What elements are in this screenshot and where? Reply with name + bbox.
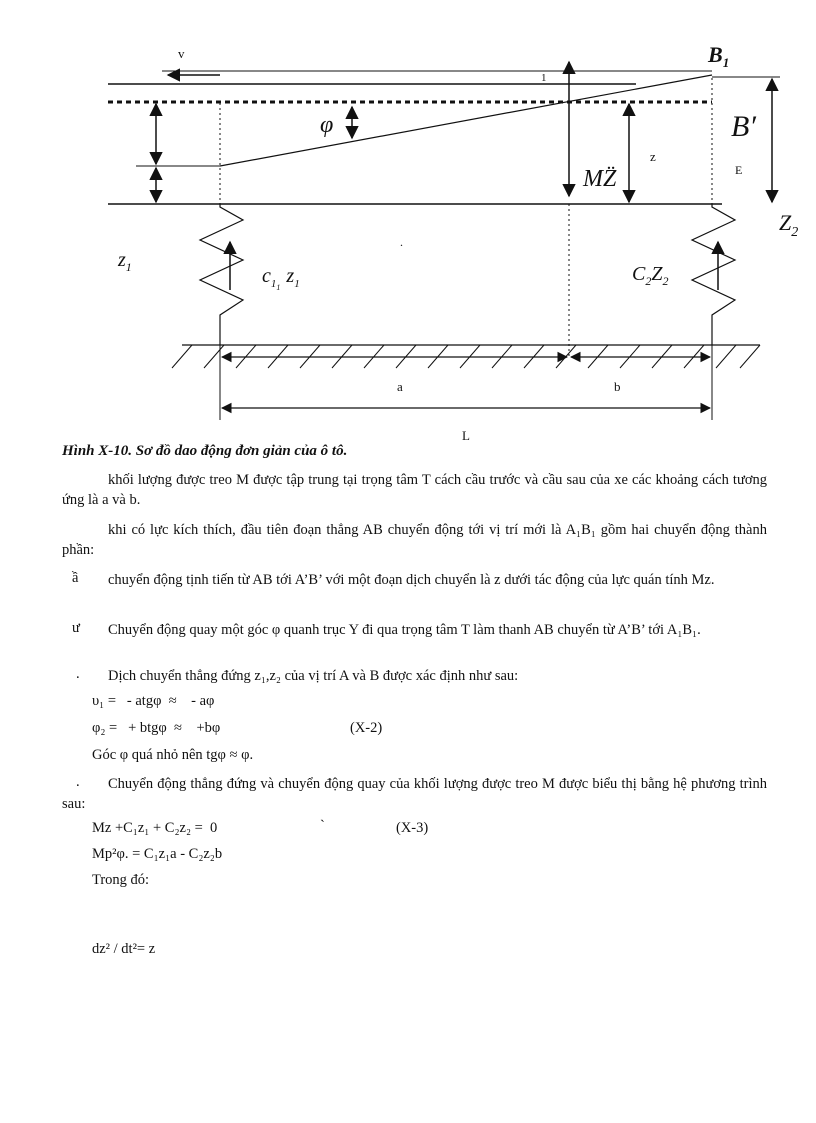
equation-2: φ₂ = + btgφ ≈ +bφ (92, 720, 221, 736)
label-b-prime: B′ (731, 110, 756, 143)
equation-4: Mp²φ. = C₁z₁a - C₂z₂b (92, 846, 223, 862)
label-phi: φ (320, 112, 334, 138)
equation-3-tick: ` (320, 818, 325, 834)
paragraph-4: Chuyển động quay một góc φ quanh trục Y đi qua trọng tâm T làm thanh AB chuyển từ A’B’ tới A₁B₁. (108, 622, 701, 638)
label-l: L (462, 428, 470, 440)
figure-caption: Hình X-10. Sơ đồ dao động đơn giản của ô tô. (62, 443, 348, 459)
paragraph-2: khi có lực kích thích, đầu tiên đoạn thẳng AB chuyển động tới vị trí mới là A₁B₁ gồm hai chuyển động thành phần: (62, 522, 767, 558)
bullet-marker-2: ư (72, 620, 80, 636)
paragraph-6: Góc φ quá nhỏ nên tgφ ≈ φ. (92, 747, 254, 763)
left-spring (200, 204, 243, 345)
equation-3-number: (X-3) (396, 820, 429, 836)
bullet-marker-4: . (76, 774, 80, 790)
paragraph-5: Dịch chuyển thẳng đứng z₁,z₂ của vị trí A và B được xác định như sau: (108, 668, 519, 684)
label-e: E (735, 163, 743, 177)
label-z1-left: $z_1$ (118, 249, 132, 274)
equation-5: dz² / dt²= z (92, 941, 156, 957)
label-c2z2: $C_2Z_2$ (632, 263, 669, 288)
right-spring (692, 204, 735, 345)
paragraph-3: chuyển động tịnh tiến từ AB tới A’B’ với một đoạn dịch chuyển là z dưới tác động của lực quán tính Mz. (108, 572, 715, 588)
label-b1: $B_1$ (708, 42, 730, 70)
equation-2-number: (X-2) (350, 720, 383, 736)
paragraph-7: Chuyển động thẳng đứng và chuyển động quay của khối lượng được treo M được biểu thị bằng hệ phương trình sau: (62, 776, 767, 812)
label-dot: . (400, 235, 403, 249)
label-b: b (614, 379, 621, 394)
label-v: v (178, 46, 185, 61)
paragraph-8: Trong đó: (92, 872, 150, 888)
label-z: z (650, 149, 656, 164)
equation-1: υ₁ = - atgφ ≈ - aφ (92, 693, 215, 709)
paragraph-1: khối lượng được treo M được tập trung tại trọng tâm T cách cầu trước và cầu sau của xe các khoảng cách tương ứng là a và b. (62, 472, 767, 508)
label-z2-right: $Z_2$ (779, 210, 799, 240)
a1b1-tilted-line (220, 75, 712, 166)
bullet-marker-3: . (76, 666, 80, 682)
label-mz: MZ̈ (583, 166, 617, 192)
label-a: a (397, 379, 403, 394)
label-tick: 1 (541, 72, 547, 84)
bullet-marker-1: ầ (72, 570, 79, 586)
label-c1z1: $c_11z_1$ (262, 265, 300, 292)
vehicle-vibration-diagram (0, 0, 816, 440)
equation-3: Mz +C₁z₁ + C₂z₂ = 0 (92, 820, 218, 836)
